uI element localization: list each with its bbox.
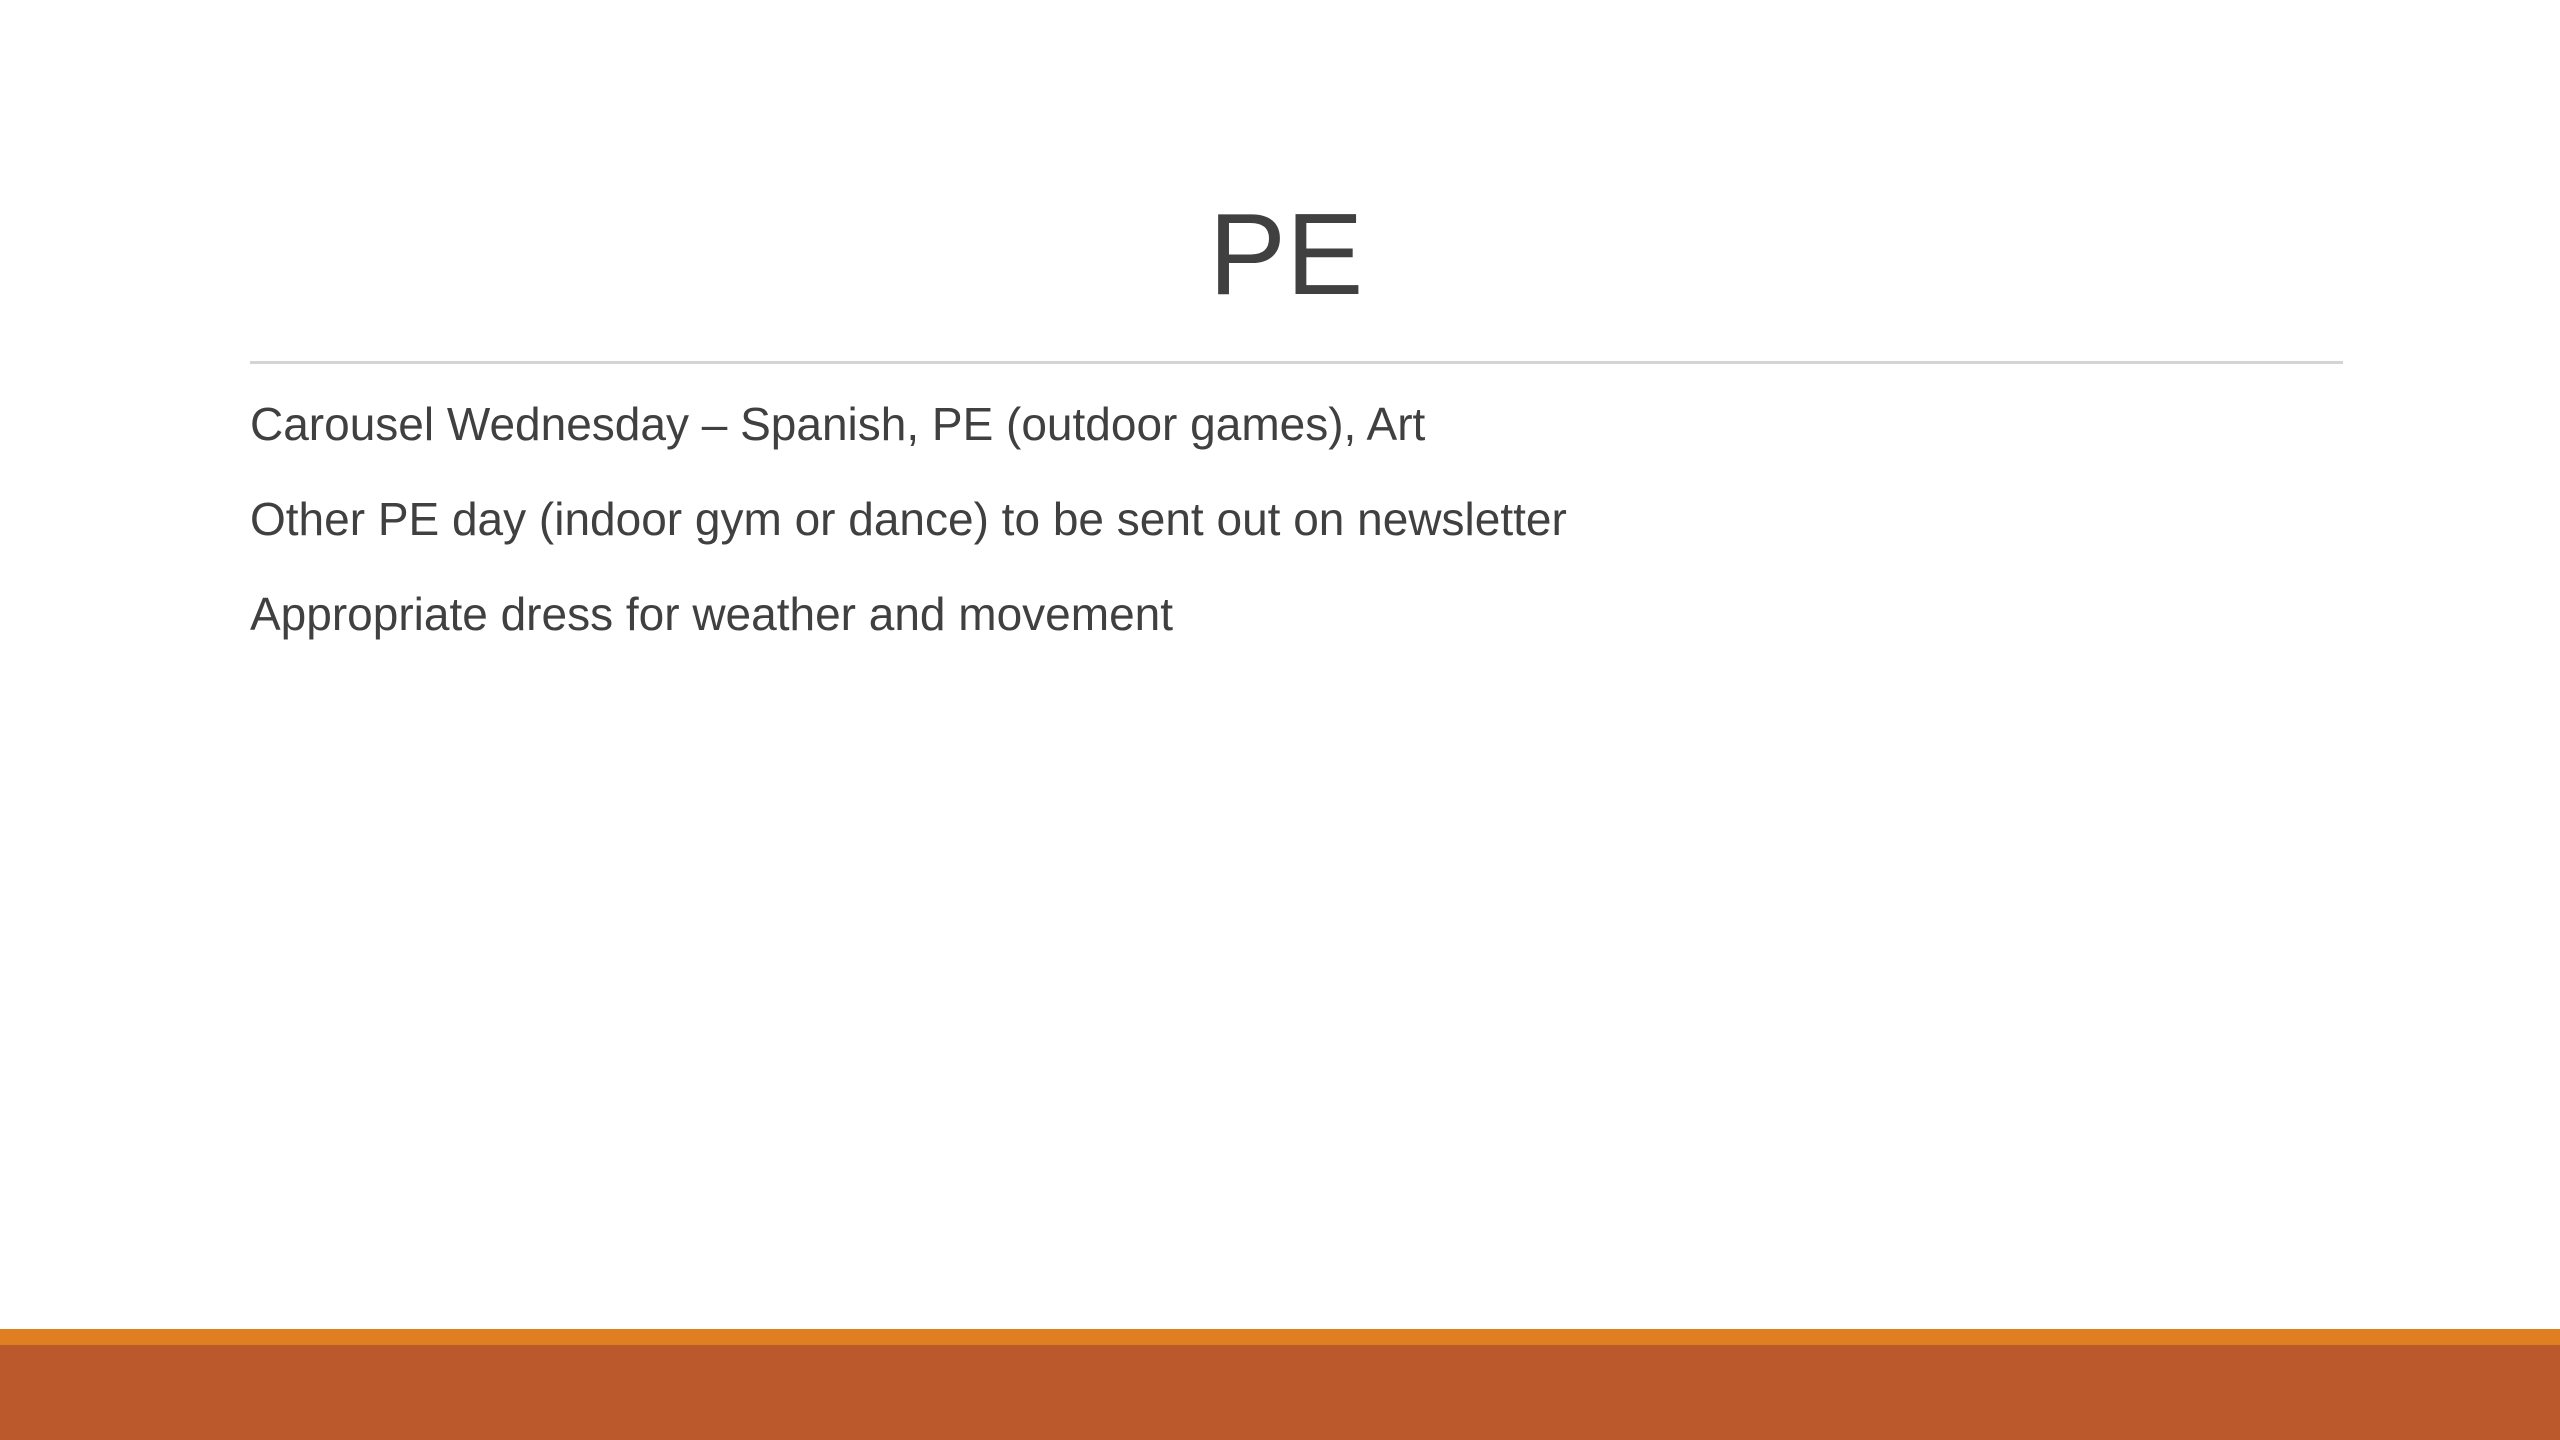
footer-band <box>0 1345 2560 1440</box>
bullet-item: Appropriate dress for weather and movement <box>250 588 1174 640</box>
bullet-list <box>250 395 1567 680</box>
footer-accent-stripe <box>0 1329 2560 1345</box>
title-divider <box>250 361 2343 364</box>
slide-title: PE <box>1208 189 1364 319</box>
bullet-item: Other PE day (indoor gym or dance) to be sent out on newsletter <box>250 493 1567 545</box>
bullet-item: Carousel Wednesday – Spanish, PE (outdoor games), Art <box>250 398 1426 450</box>
